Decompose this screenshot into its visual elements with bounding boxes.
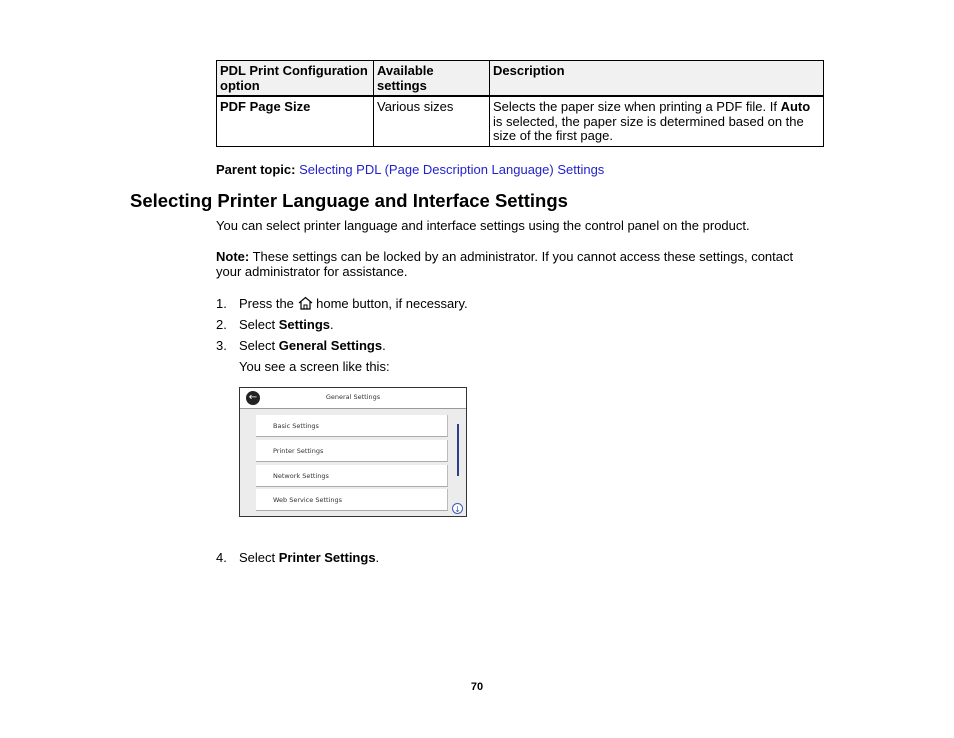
parent-topic-link[interactable]: Selecting PDL (Page Description Language) Settings [299, 162, 605, 177]
screen-header [240, 388, 466, 409]
column-header: PDL Print Configuration option [217, 61, 374, 97]
section-title: Selecting Printer Language and Interface Settings [130, 190, 568, 211]
settings-cell: Various sizes [374, 96, 490, 146]
table-row [217, 96, 824, 146]
menu-item-network-settings[interactable]: Network Settings [256, 465, 448, 487]
screen-title: General Settings [325, 393, 381, 401]
note-label: Note: [216, 249, 250, 264]
note-paragraph: Note: These settings can be locked by an administrator. If you cannot access these settings, contact your administrator for assistance. [216, 249, 794, 279]
pdl-config-table [216, 60, 824, 147]
step-1: 1. Press the home button, if necessary. [216, 296, 468, 311]
table-header-row [217, 61, 824, 97]
column-header: Available settings [374, 61, 490, 97]
description-cell: Selects the paper size when printing a PDF file. If Auto is selected, the paper size is determined based on the size of the first page. [490, 96, 824, 146]
option-cell: PDF Page Size [217, 96, 374, 146]
intro-paragraph: You can select printer language and interface settings using the control panel on the product. [216, 218, 750, 233]
menu-item-printer-settings[interactable]: Printer Settings [256, 440, 448, 462]
page-number: 70 [470, 681, 484, 693]
menu-item-basic-settings[interactable]: Basic Settings [256, 415, 448, 437]
scroll-down-icon[interactable]: ↓ [452, 503, 463, 514]
screen-intro: You see a screen like this: [239, 359, 390, 374]
scrollbar[interactable] [457, 424, 459, 476]
step-2: 2. Select Settings. [216, 317, 334, 332]
parent-topic [216, 162, 604, 177]
column-header: Description [490, 61, 824, 97]
step-3: 3. Select General Settings. [216, 338, 386, 353]
step-4: 4. Select Printer Settings. [216, 550, 380, 565]
back-arrow-icon[interactable]: ← [246, 391, 260, 405]
general-settings-screenshot [239, 387, 467, 517]
parent-topic-label: Parent topic: [216, 162, 296, 177]
home-icon [298, 296, 313, 313]
menu-item-web-service-settings[interactable]: Web Service Settings [256, 489, 448, 511]
